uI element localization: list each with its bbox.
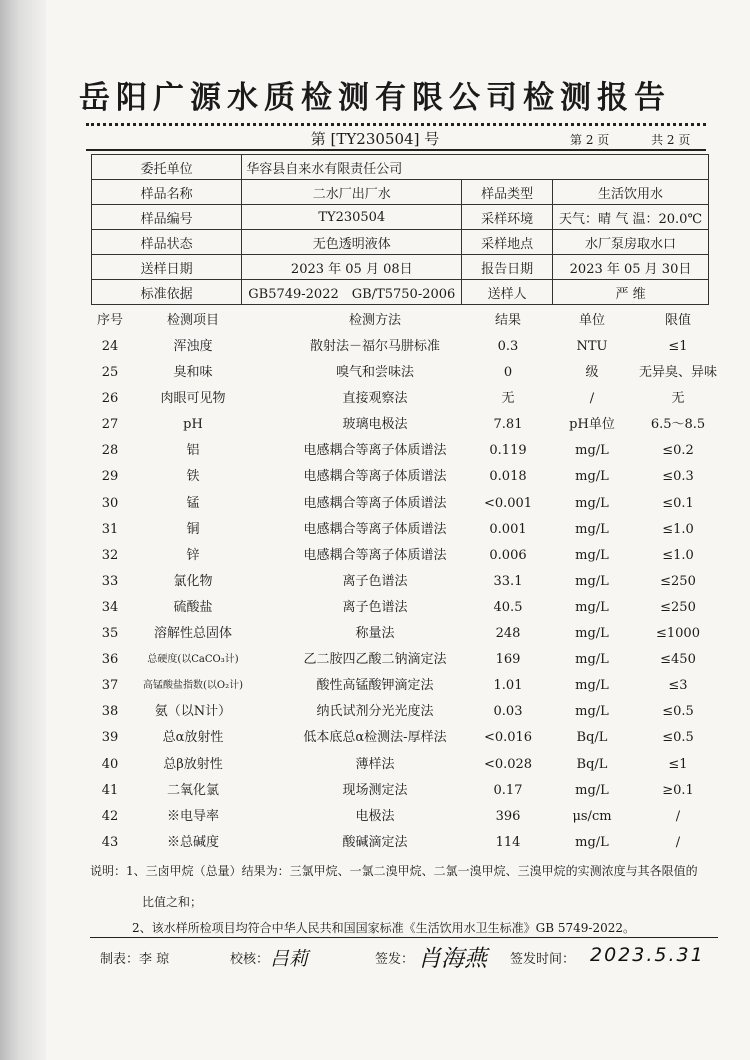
cell-no: 33 — [101, 573, 119, 589]
cell-no: 40 — [101, 756, 119, 772]
cell-method: 电感耦合等离子体质谱法 — [303, 443, 447, 459]
info-row-sample-name — [92, 180, 709, 205]
note-2: 2、该水样所检项目均符合中华人民共和国国家标准《生活饮用水卫生标准》GB 5749-2022。 — [132, 921, 635, 935]
temperature: 气 温：20.0℃ — [615, 211, 702, 227]
cell-method: 薄样法 — [355, 756, 395, 772]
send-date-label: 送样日期 — [92, 255, 242, 280]
cell-unit: mg/L — [575, 521, 609, 537]
cell-unit: mg/L — [575, 782, 609, 798]
cell-no: 28 — [101, 443, 119, 459]
client-label: 委托单位 — [92, 155, 242, 180]
issued-signature: 肖海燕 — [418, 946, 487, 972]
cell-result: 7.81 — [493, 417, 523, 433]
table-row — [86, 386, 726, 412]
col-header-no: 序号 — [96, 313, 123, 328]
table-row — [86, 412, 726, 438]
cell-no: 42 — [101, 808, 119, 824]
note-1: 说明：1、三卤甲烷（总量）结果为：三氯甲烷、一氯二溴甲烷、二氯一溴甲烷、三溴甲烷的实测浓度与其各限值的 — [90, 864, 698, 878]
checked-label: 校核： — [230, 952, 270, 967]
table-row — [86, 360, 726, 386]
sample-type-value: 生活饮用水 — [553, 180, 709, 205]
cell-unit: mg/L — [575, 626, 609, 642]
sample-name-label: 样品名称 — [92, 180, 242, 205]
state-label: 样品状态 — [92, 230, 242, 255]
col-header-item: 检测项目 — [166, 313, 219, 328]
cell-item: 总硬度(以CaCO₃计) — [147, 654, 239, 666]
cell-result: <0.016 — [483, 730, 533, 746]
cell-result: 0.119 — [489, 443, 527, 459]
cell-limit: ≤0.3 — [662, 469, 694, 485]
cell-no: 36 — [101, 652, 119, 668]
sender-label: 送样人 — [462, 280, 553, 305]
cell-no: 39 — [101, 730, 119, 746]
cell-item: ※电导率 — [166, 808, 219, 824]
cell-result: <0.028 — [483, 756, 533, 772]
cell-limit: ≤3 — [668, 678, 688, 694]
table-row — [86, 752, 726, 778]
info-row-standard — [92, 280, 709, 305]
cell-item: 臭和味 — [173, 365, 213, 381]
table-row — [86, 438, 726, 464]
cell-limit: 6.5～8.5 — [650, 417, 706, 433]
cell-limit: / — [675, 808, 681, 824]
cell-limit: 无异臭、异味 — [638, 365, 717, 381]
table-row — [86, 334, 726, 360]
cell-method: 电感耦合等离子体质谱法 — [303, 469, 447, 485]
cell-method: 现场测定法 — [342, 782, 408, 798]
info-row-state — [92, 230, 709, 255]
cell-unit: Bq/L — [576, 730, 608, 746]
table-row — [86, 673, 726, 699]
cell-unit: Bq/L — [576, 756, 608, 772]
cell-method: 离子色谱法 — [342, 573, 408, 589]
sample-name-value: 二水厂出厂水 — [242, 180, 462, 205]
report-date-value: 2023 年 05 月 30日 — [553, 255, 709, 280]
sample-type-label: 样品类型 — [462, 180, 553, 205]
env-value — [553, 205, 709, 230]
cell-item: 溶解性总固体 — [153, 626, 232, 642]
cell-method: 电极法 — [355, 808, 395, 824]
cell-result: 0 — [503, 365, 513, 381]
table-row — [86, 804, 726, 830]
cell-unit: mg/L — [575, 495, 609, 511]
state-value: 无色透明液体 — [242, 230, 462, 255]
send-date-value: 2023 年 05 月 08日 — [242, 255, 462, 280]
cell-limit: 无 — [671, 391, 685, 407]
cell-unit: pH单位 — [569, 417, 615, 433]
cell-no: 35 — [101, 626, 119, 642]
cell-unit: μs/cm — [572, 808, 612, 824]
page-current: 第 2 页 — [570, 133, 610, 147]
cell-limit: ≤0.1 — [662, 495, 694, 511]
header-rule — [86, 149, 706, 151]
checked-signature: 吕莉 — [270, 948, 309, 970]
table-row — [86, 517, 726, 543]
table-row — [86, 595, 726, 621]
cell-unit: / — [589, 391, 595, 407]
cell-limit: ≤0.5 — [662, 730, 694, 746]
page-total: 共 2 页 — [651, 133, 691, 147]
cell-method: 散射法－福尔马肼标准 — [309, 339, 440, 354]
cell-limit: / — [675, 834, 681, 850]
cell-unit: mg/L — [575, 652, 609, 668]
cell-unit: mg/L — [575, 547, 609, 563]
cell-limit: ≤1 — [668, 339, 688, 354]
cell-item: 铝 — [186, 443, 200, 459]
cell-no: 29 — [101, 469, 119, 485]
cell-result: 114 — [495, 834, 521, 850]
env-label: 采样环境 — [462, 205, 553, 230]
cell-no: 26 — [101, 391, 119, 407]
table-row — [86, 491, 726, 517]
table-row — [86, 647, 726, 673]
cell-no: 30 — [101, 495, 119, 511]
col-header-result: 结果 — [494, 313, 521, 328]
cell-method: 低本底总α检测法-厚样法 — [303, 730, 447, 746]
footer-rule — [90, 937, 718, 938]
info-row-client — [92, 155, 709, 180]
cell-limit: ≤1000 — [656, 626, 700, 642]
cell-result: 1.01 — [493, 678, 523, 694]
cell-method: 称量法 — [355, 626, 395, 642]
report-date-label: 报告日期 — [462, 255, 553, 280]
cell-result: 0.03 — [493, 704, 523, 720]
cell-method: 电感耦合等离子体质谱法 — [303, 495, 447, 511]
cell-result: 0.018 — [489, 469, 527, 485]
cell-unit: NTU — [576, 339, 608, 354]
cell-result: 0.001 — [489, 521, 527, 537]
cell-method: 直接观察法 — [342, 391, 408, 407]
cell-unit: mg/L — [575, 678, 609, 694]
cell-item: 氨（以N计） — [154, 704, 232, 720]
prepared-by: 制表：李 琼 — [100, 952, 170, 967]
col-header-method: 检测方法 — [348, 313, 401, 328]
table-row — [86, 778, 726, 804]
cell-no: 25 — [101, 365, 119, 381]
cell-no: 34 — [101, 599, 119, 615]
cell-no: 41 — [101, 782, 119, 798]
cell-limit: ≤450 — [660, 652, 696, 668]
cell-result: 169 — [495, 652, 521, 668]
cell-result: 248 — [495, 626, 521, 642]
report-title: 岳阳广源水质检测有限公司检测报告 — [79, 80, 671, 116]
results-table — [86, 308, 726, 856]
cell-limit: ≤1 — [668, 756, 688, 772]
table-row — [86, 569, 726, 595]
cell-item: 总β放射性 — [163, 756, 223, 772]
cell-item: 二氧化氯 — [166, 782, 219, 798]
standard-value: GB5749-2022 GB/T5750-2006 — [242, 280, 462, 305]
cell-method: 电感耦合等离子体质谱法 — [303, 521, 447, 537]
cell-unit: mg/L — [575, 599, 609, 615]
cell-unit: mg/L — [575, 469, 609, 485]
cell-method: 玻璃电极法 — [342, 417, 408, 433]
cell-no: 27 — [101, 417, 119, 433]
cell-limit: ≤1.0 — [662, 547, 694, 563]
title-dotted-divider — [86, 123, 706, 126]
cell-limit: ≤0.5 — [662, 704, 694, 720]
cell-limit: ≤250 — [660, 599, 696, 615]
issued-label: 签发： — [375, 952, 415, 967]
cell-method: 嗅气和尝味法 — [335, 365, 414, 381]
cell-result: 33.1 — [493, 573, 523, 589]
cell-no: 37 — [101, 678, 119, 694]
sample-no-label: 样品编号 — [92, 205, 242, 230]
col-header-limit: 限值 — [664, 313, 691, 328]
cell-method: 电感耦合等离子体质谱法 — [303, 547, 447, 563]
info-row-sample-no — [92, 205, 709, 230]
table-row — [86, 464, 726, 490]
cell-result: 40.5 — [493, 599, 523, 615]
standard-label: 标准依据 — [92, 280, 242, 305]
table-row — [86, 621, 726, 647]
cell-method: 酸碱滴定法 — [342, 834, 408, 850]
cell-unit: mg/L — [575, 704, 609, 720]
issue-date-label: 签发时间： — [510, 952, 576, 967]
cell-result: 0.3 — [497, 339, 519, 354]
cell-result: <0.001 — [483, 495, 533, 511]
cell-limit: ≤0.2 — [662, 443, 694, 459]
scan-shadow — [0, 0, 46, 1060]
cell-method: 乙二胺四乙酸二钠滴定法 — [303, 652, 447, 668]
note-1-cont: 比值之和； — [142, 895, 203, 909]
col-header-unit: 单位 — [578, 313, 605, 328]
table-row — [86, 699, 726, 725]
cell-no: 31 — [101, 521, 119, 537]
results-header-row — [86, 308, 726, 334]
cell-result: 0.17 — [493, 782, 523, 798]
cell-method: 酸性高锰酸钾滴定法 — [316, 678, 434, 694]
cell-no: 24 — [101, 339, 119, 354]
page-indicator — [570, 131, 690, 148]
cell-result: 396 — [495, 808, 521, 824]
info-row-dates — [92, 255, 709, 280]
location-label: 采样地点 — [462, 230, 553, 255]
cell-unit: mg/L — [575, 573, 609, 589]
cell-limit: ≥0.1 — [662, 782, 694, 798]
cell-no: 43 — [101, 834, 119, 850]
client-value: 华容县自来水有限责任公司 — [242, 155, 709, 180]
cell-item: pH — [183, 417, 203, 433]
cell-item: 氯化物 — [173, 573, 213, 589]
cell-item: 铁 — [186, 469, 200, 485]
sample-no-value: TY230504 — [242, 205, 462, 230]
sample-info-table — [91, 154, 709, 305]
cell-limit: ≤250 — [660, 573, 696, 589]
cell-item: 高锰酸盐指数(以O₂计) — [142, 680, 243, 692]
cell-no: 38 — [101, 704, 119, 720]
report-number: 第 [TY230504] 号 — [310, 130, 440, 148]
cell-item: 肉眼可见物 — [160, 391, 226, 407]
cell-unit: 级 — [585, 365, 599, 381]
cell-method: 纳氏试剂分光光度法 — [316, 704, 434, 720]
cell-item: 浑浊度 — [173, 339, 213, 354]
cell-no: 32 — [101, 547, 119, 563]
table-row — [86, 543, 726, 569]
cell-result: 无 — [501, 391, 515, 407]
cell-item: 总α放射性 — [162, 730, 224, 746]
location-value: 水厂泵房取水口 — [553, 230, 709, 255]
table-row — [86, 830, 726, 856]
cell-method: 离子色谱法 — [342, 599, 408, 615]
sender-value: 严 维 — [553, 280, 709, 305]
table-row — [86, 725, 726, 751]
cell-item: 锰 — [186, 495, 200, 511]
weather: 天气：晴 — [559, 211, 612, 227]
cell-item: 铜 — [186, 521, 200, 537]
cell-limit: ≤1.0 — [662, 521, 694, 537]
signature-footer — [100, 946, 720, 986]
cell-item: 锌 — [186, 547, 200, 563]
cell-result: 0.006 — [489, 547, 527, 563]
cell-item: 硫酸盐 — [173, 599, 213, 615]
cell-unit: mg/L — [575, 834, 609, 850]
cell-unit: mg/L — [575, 443, 609, 459]
cell-item: ※总碱度 — [166, 834, 219, 850]
issue-date-value: 2023.5.31 — [590, 944, 705, 966]
